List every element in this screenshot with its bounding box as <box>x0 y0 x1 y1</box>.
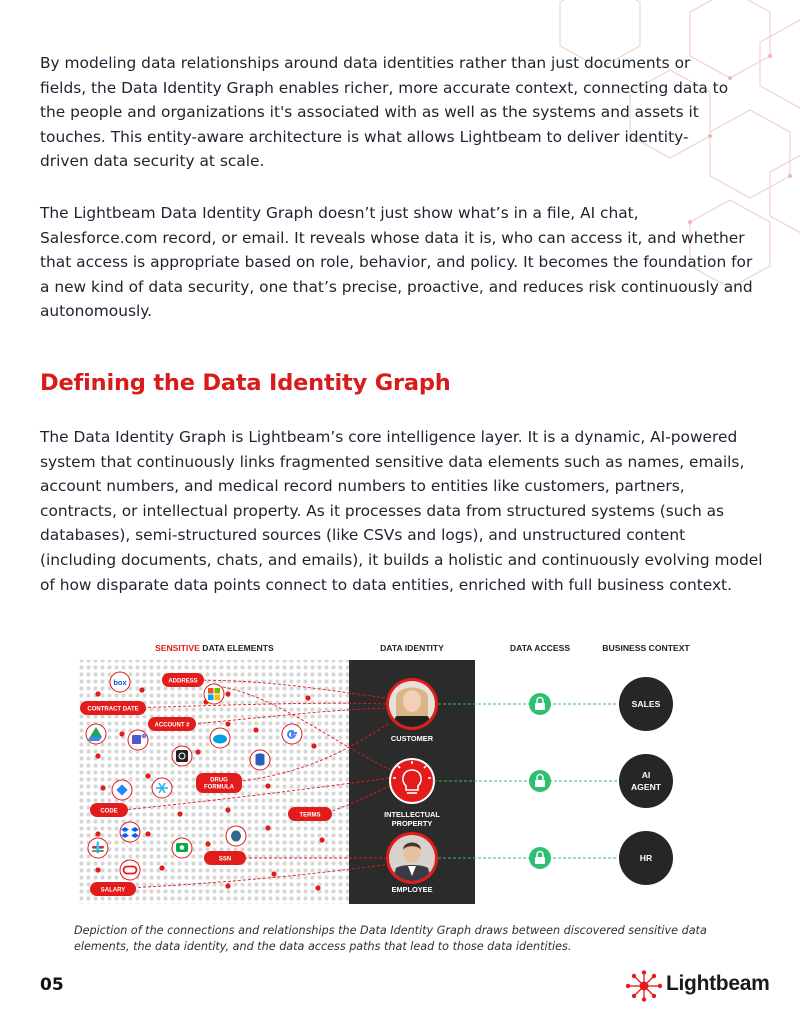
element-account-label: ACCOUNT # <box>154 722 190 729</box>
slack-icon <box>172 746 192 766</box>
access-lock-icon-1 <box>529 693 551 715</box>
context-hr-label: HR <box>639 853 653 863</box>
intro-paragraph: By modeling data relationships around data identities rather than just documents or fields, the Data Identity Graph enables richer, more accurate context, connecting data to the people and organizations it's associated with as well as the systems and assets it touches. This entity-aware architecture is what allows Lightbeam to deliver identity-driven data security at scale. <box>40 54 729 171</box>
teams-icon <box>128 730 148 750</box>
definition-paragraph: The Data Identity Graph is Lightbeam’s core intelligence layer. It is a dynamic, AI-powered system that continuously links fragmented sensitive data elements such as names, emails, account numbers, and medical record numbers to entities like customers, partners, contracts, or intellectual property. As it processes data from structured systems (such as databases), semi-structured sources (like CSVs and logs), and unstructured content (including documents, chats, and emails), it builds a holistic and continuously evolving model of how disparate data points connect to data entities, enriched with full business context. <box>40 428 763 594</box>
box-icon <box>110 672 130 692</box>
data-identity-graph-figure <box>78 636 718 918</box>
identity-customer-label: CUSTOMER <box>390 734 434 743</box>
snowflake-icon <box>152 778 172 798</box>
page-number: 05 <box>40 975 64 995</box>
lightbeam-logo-icon <box>622 969 666 1003</box>
access-lock-icon-3 <box>529 847 551 869</box>
element-code-label: CODE <box>100 808 118 815</box>
context-ai-agent-node <box>619 754 673 808</box>
identity-employee-label: EMPLOYEE <box>391 885 433 894</box>
box-icon-text: box <box>113 678 127 687</box>
lightbeam-logo-text: Lightbeam <box>666 972 770 995</box>
graph-description-paragraph: The Lightbeam Data Identity Graph doesn’t just show what’s in a file, AI chat, Salesforce.com record, or email. It reveals whose data it is, who can access it, and whether that access is appropriate based on role, behavior, and policy. It becomes the foundation for a new kind of data security, one that’s precise, proactive, and reduces risk continuously and autonomously. <box>40 204 753 321</box>
access-lock-icon-2 <box>529 770 551 792</box>
salesforce-icon <box>210 728 230 748</box>
header-sensitive-data-elements: SENSITIVE DATA ELEMENTS <box>155 643 274 653</box>
header-business-context: BUSINESS CONTEXT <box>602 643 690 653</box>
context-ai-label-line2: AGENT <box>630 782 662 792</box>
header-data-access: DATA ACCESS <box>509 643 571 653</box>
identity-ip-label-line2: PROPERTY <box>391 819 433 828</box>
figure-caption: Depiction of the connections and relationships the Data Identity Graph draws between discovered sensitive data elements, the data identity, and the data access paths that lead to those data identities. <box>74 924 707 953</box>
identity-ip-label-line1: INTELLECTUAL <box>384 810 440 819</box>
slack-hash-icon <box>88 838 108 858</box>
oracle-icon <box>120 860 140 880</box>
element-terms-label: TERMS <box>299 812 321 819</box>
google-icon <box>282 724 302 744</box>
microsoft-icon <box>204 684 224 704</box>
element-salary-label: SALARY <box>100 887 126 894</box>
element-ssn-label: SSN <box>218 856 232 863</box>
identity-employee <box>386 832 438 884</box>
drug-formula-word: DRUG <box>210 777 228 784</box>
drug-formula-word: FORMULA <box>204 784 234 791</box>
database-icon <box>250 750 270 770</box>
dropbox-icon <box>120 822 140 842</box>
header-data-identity: DATA IDENTITY <box>380 643 444 653</box>
google-chat-icon <box>172 838 192 858</box>
google-drive-icon <box>86 724 106 744</box>
postgres-icon <box>226 826 246 846</box>
context-ai-label-line1: AI <box>641 770 651 780</box>
element-address-label: ADDRESS <box>168 678 198 685</box>
section-heading: Defining the Data Identity Graph <box>40 370 451 396</box>
identity-intellectual-property <box>390 759 434 803</box>
element-contract-date-label: CONTRACT DATE <box>87 706 139 713</box>
context-sales-label: SALES <box>631 699 661 709</box>
jira-icon <box>112 780 132 800</box>
